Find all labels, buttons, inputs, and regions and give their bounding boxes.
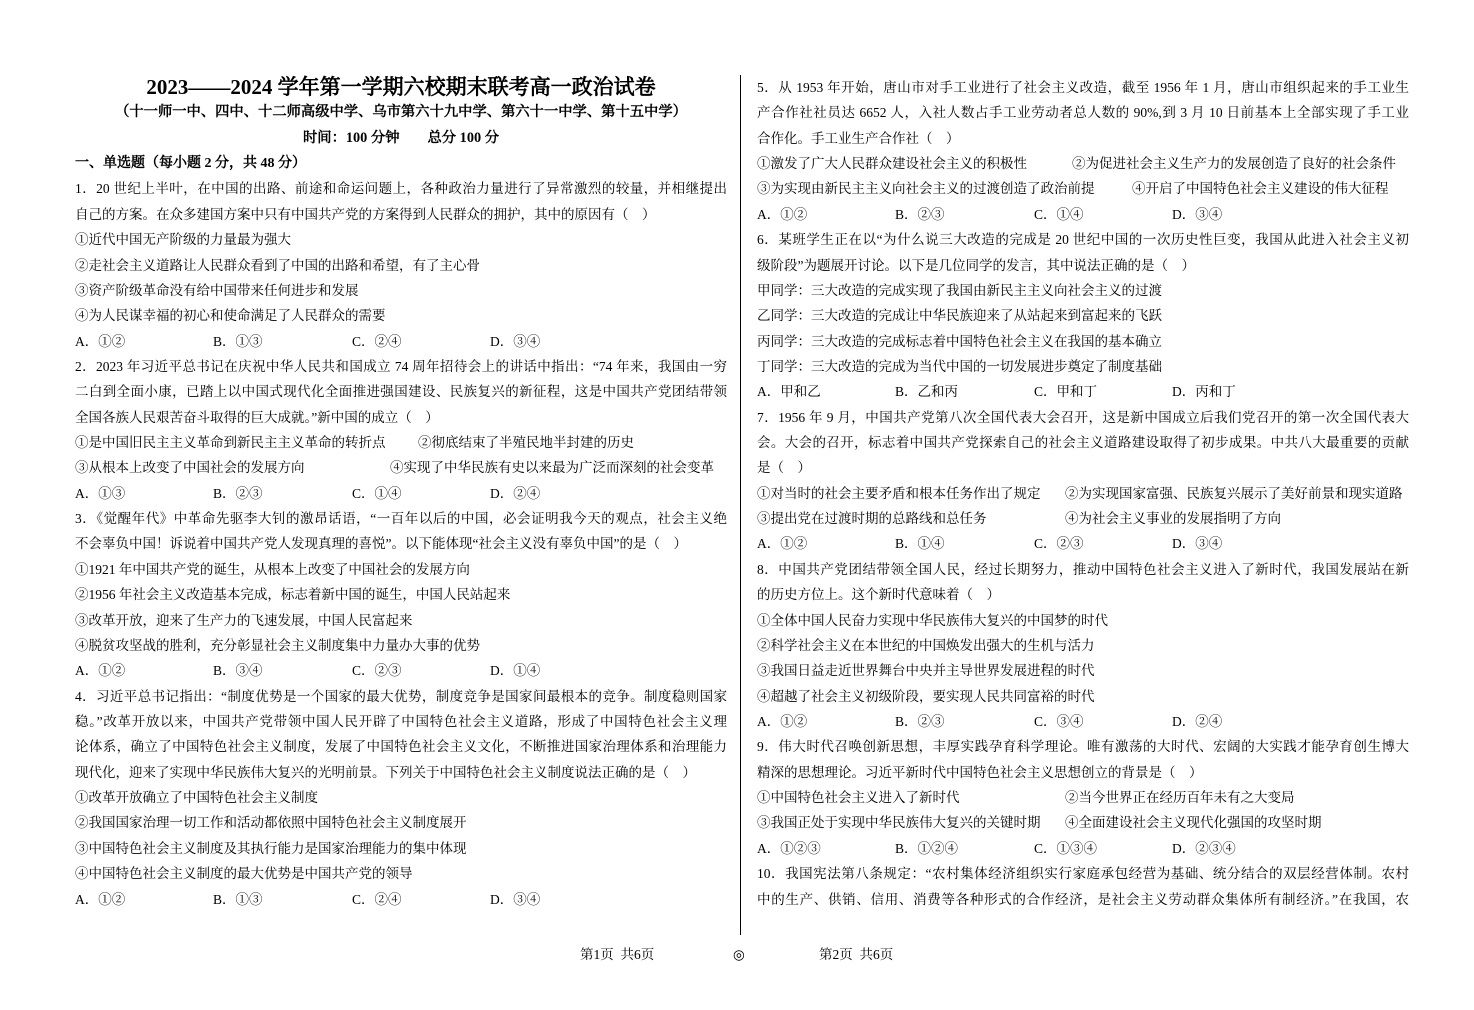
question-6-statement-2: 乙同学：三大改造的完成让中华民族迎来了从站起来到富起来的飞跃 <box>757 308 1162 324</box>
question-8-statement-3: ③我国日益走近世界舞台中央并主导世界发展进程的时代 <box>757 663 1095 679</box>
question-3-statement-2: ②1956 年社会主义改造基本完成，标志着新中国的诞生，中国人民站起来 <box>75 587 511 603</box>
left-column <box>75 75 727 912</box>
question-8-choices <box>757 709 1409 734</box>
question-3-statement-3: ③改革开放，迎来了生产力的飞速发展，中国人民富起来 <box>75 612 413 628</box>
question-3 <box>75 506 727 684</box>
exam-title: 2023——2024 学年第一学期六校期末联考高一政治试卷 <box>146 75 656 99</box>
question-9 <box>757 734 1409 861</box>
question-5-statement-1: ①激发了广大人民群众建设社会主义的积极性 <box>757 156 1027 172</box>
choice-b: B．②③ <box>213 485 263 501</box>
choice-d: D．①④ <box>490 663 541 679</box>
question-1-choices <box>75 329 727 354</box>
question-2-statement-1: ①是中国旧民主主义革命到新民主主义革命的转折点 <box>75 435 386 451</box>
choice-b: B．③④ <box>213 663 263 679</box>
question-4-stem-line-4: 现代化，迎来了实现中华民族伟大复兴的光明前景。下列关于中国特色社会主义制度说法正确的是（ ） <box>75 764 696 780</box>
question-7-stem-line-2: 会。大会的召开，标志着中国共产党探索自己的社会主义道路建设取得了初步成果。中共八大最重要的贡献 <box>757 435 1409 451</box>
question-6-statement-1: 甲同学：三大改造的完成实现了我国由新民主主义向社会主义的过渡 <box>757 282 1162 298</box>
question-4-stem-line-2: 稳。”改革开放以来，中国共产党带领中国人民开辟了中国特色社会主义道路，形成了中国特色社会主义理 <box>75 713 727 729</box>
choice-a: A．①② <box>757 206 808 222</box>
question-9-choices <box>757 836 1409 861</box>
question-3-stem-line-2: 不会辜负中国！诉说着中国共产党人发现真理的喜悦”。以下能体现“社会主义没有辜负中国”的是（ ） <box>75 536 687 552</box>
question-2-choices <box>75 481 727 506</box>
question-1-statement-3: ③资产阶级革命没有给中国带来任何进步和发展 <box>75 282 359 298</box>
choice-d: D．②④ <box>1172 713 1223 729</box>
question-1-stem-line-2: 自己的方案。在众多建国方案中只有中国共产党的方案得到人民群众的拥护，其中的原因有（ ） <box>75 206 656 222</box>
question-7-statement-4: ④为社会主义事业的发展指明了方向 <box>1065 511 1281 527</box>
question-2-stem-line-1: 2．2023 年习近平总书记在庆祝中华人民共和国成立 74 周年招待会上的讲话中指出：“74 年来，我国由一穷 <box>75 358 727 374</box>
choice-a: A．①②③ <box>757 840 821 856</box>
choice-c: C．③④ <box>1034 713 1084 729</box>
question-2-statement-row-2 <box>75 455 727 480</box>
question-9-statement-3: ③我国正处于实现中华民族伟大复兴的关键时期 <box>757 815 1041 831</box>
question-4-stem-line-3: 论体系，确立了中国特色社会主义制度，发展了中国特色社会主义文化，不断推进国家治理体系和治理能力 <box>75 739 727 755</box>
column-divider <box>740 75 741 935</box>
question-4-statement-3: ③中国特色社会主义制度及其执行能力是国家治理能力的集中体现 <box>75 840 467 856</box>
question-8-stem-line-1: 8．中国共产党团结带领全国人民，经过长期努力，推动中国特色社会主义进入了新时代，我国发展站在新 <box>757 561 1409 577</box>
question-1-statement-1: ①近代中国无产阶级的力量最为强大 <box>75 232 291 248</box>
question-7-stem-line-1: 7．1956 年 9 月，中国共产党第八次全国代表大会召开，这是新中国成立后我们党召开的第一次全国代表大 <box>757 409 1409 425</box>
question-2-statement-4: ④实现了中华民族有史以来最为广泛而深刻的社会变革 <box>390 460 714 476</box>
question-3-stem-line-1: 3．《觉醒年代》中革命先驱李大钊的激昂话语，“一百年以后的中国，必会证明我今天的观点，社会主义绝 <box>75 511 727 527</box>
section-heading: 一、单选题（每小题 2 分，共 48 分） <box>75 156 306 172</box>
question-3-choices <box>75 658 727 683</box>
question-7-stem-line-3: 是（ ） <box>757 460 811 476</box>
choice-a: A．①② <box>75 891 126 907</box>
question-5-statement-3: ③为实现由新民主主义向社会主义的过渡创造了政治前提 <box>757 181 1095 197</box>
exam-total-score: 总分 100 分 <box>427 129 499 146</box>
question-4-choices <box>75 887 727 912</box>
question-3-statement-1: ①1921 年中国共产党的诞生，从根本上改变了中国社会的发展方向 <box>75 561 470 577</box>
question-9-statement-1: ①中国特色社会主义进入了新时代 <box>757 790 960 806</box>
question-9-statement-4: ④全面建设社会主义现代化强国的攻坚时期 <box>1065 815 1322 831</box>
page-number-left: 第1页 共6页 <box>580 947 655 962</box>
question-4-statement-1: ①改革开放确立了中国特色社会主义制度 <box>75 790 318 806</box>
question-8-statement-2: ②科学社会主义在本世纪的中国焕发出强大的生机与活力 <box>757 637 1095 653</box>
choice-a: A．甲和乙 <box>757 384 821 400</box>
question-4-stem-line-1: 4．习近平总书记指出：“制度优势是一个国家的最大优势，制度竞争是国家间最根本的竞争。制度稳则国家 <box>75 688 727 704</box>
choice-d: D．②④ <box>490 485 541 501</box>
choice-d: D．②③④ <box>1172 840 1236 856</box>
question-5-statement-row-2 <box>757 176 1409 201</box>
choice-c: C．①③④ <box>1034 840 1098 856</box>
participating-schools: （十一师一中、四中、十二师高级中学、乌市第六十九中学、第六十一中学、第十五中学） <box>115 104 687 121</box>
choice-c: C．②③ <box>1034 536 1084 552</box>
question-5-stem-line-1: 5．从 1953 年开始，唐山市对手工业进行了社会主义改造，截至 1956 年 1 月，唐山市组织起来的手工业生 <box>757 80 1409 95</box>
question-2-statement-3: ③从根本上改变了中国社会的发展方向 <box>75 460 305 476</box>
right-column <box>757 75 1409 912</box>
question-7 <box>757 405 1409 557</box>
question-8 <box>757 557 1409 735</box>
choice-c: C．甲和丁 <box>1034 384 1098 400</box>
question-1 <box>75 176 727 354</box>
choice-a: A．①③ <box>75 485 126 501</box>
question-8-stem-line-2: 的历史方位上。这个新时代意味着（ ） <box>757 587 1000 603</box>
question-6-stem-line-2: 级阶段”为题展开讨论。以下是几位同学的发言，其中说法正确的是（ ） <box>757 257 1195 273</box>
question-5-stem-line-3: 合作化。手工业生产合作社（ ） <box>757 130 960 146</box>
question-9-statement-row-2 <box>757 810 1409 835</box>
choice-a: A．①② <box>757 713 808 729</box>
choice-a: A．①② <box>75 663 126 679</box>
choice-b: B．②③ <box>895 713 945 729</box>
question-5-stem-line-2: 产合作社社员达 6652 人，入社人数占手工业劳动者总人数的 90%,到 3 月 10 日前基本上全部实现了手工业 <box>757 105 1409 121</box>
question-9-stem-line-1: 9．伟大时代召唤创新思想，丰厚实践孕育科学理论。唯有激荡的大时代、宏阔的大实践才能孕育创生博大 <box>757 739 1409 755</box>
question-7-statement-1: ①对当时的社会主要矛盾和根本任务作出了规定 <box>757 485 1041 501</box>
question-9-statement-2: ②当今世界正在经历百年未有之大变局 <box>1065 790 1295 806</box>
question-2-statement-row-1 <box>75 430 727 455</box>
question-5-statement-2: ②为促进社会主义生产力的发展创造了良好的社会条件 <box>1072 156 1396 172</box>
question-10-stem-line-1: 10．我国宪法第八条规定：“农村集体经济组织实行家庭承包经营为基础、统分结合的双层经营体制。农村 <box>757 866 1409 882</box>
choice-a: A．①② <box>757 536 808 552</box>
question-2-stem-line-2: 二白到全面小康，已踏上以中国式现代化全面推进强国建设、民族复兴的新征程，这是中国共产党团结带领 <box>75 384 727 400</box>
choice-d: D．③④ <box>1172 206 1223 222</box>
choice-d: D．③④ <box>490 891 541 907</box>
choice-c: C．②④ <box>352 891 402 907</box>
question-9-statement-row-1 <box>757 785 1409 810</box>
question-8-statement-1: ①全体中国人民奋力实现中华民族伟大复兴的中国梦的时代 <box>757 612 1108 628</box>
question-7-statement-2: ②为实现国家富强、民族复兴展示了美好前景和现实道路 <box>1065 485 1403 501</box>
question-1-statement-2: ②走社会主义道路让人民群众看到了中国的出路和希望，有了主心骨 <box>75 257 480 273</box>
question-4-statement-2: ②我国国家治理一切工作和活动都依照中国特色社会主义制度展开 <box>75 815 467 831</box>
question-2-stem-line-3: 全国各族人民艰苦奋斗取得的巨大成就。”新中国的成立（ ） <box>75 409 439 425</box>
choice-c: C．①④ <box>1034 206 1084 222</box>
question-4 <box>75 684 727 912</box>
question-9-stem-line-2: 精深的思想理论。习近平新时代中国特色社会主义思想创立的背景是（ ） <box>757 764 1203 780</box>
choice-c: C．②③ <box>352 663 402 679</box>
choice-b: B．②③ <box>895 206 945 222</box>
question-6-stem-line-1: 6．某班学生正在以“为什么说三大改造的完成是 20 世纪中国的一次历史性巨变，我国从此进入社会主义初 <box>757 232 1409 248</box>
choice-a: A．①② <box>75 333 126 349</box>
question-6-statement-3: 丙同学：三大改造的完成标志着中国特色社会主义在我国的基本确立 <box>757 333 1162 349</box>
exam-duration: 时间：100 分钟 <box>303 129 400 146</box>
question-5-statement-row-1 <box>757 151 1409 176</box>
choice-b: B．①②④ <box>895 840 959 856</box>
choice-d: D．丙和丁 <box>1172 384 1236 400</box>
page-number-right: 第2页 共6页 <box>819 947 894 962</box>
question-7-statement-3: ③提出党在过渡时期的总路线和总任务 <box>757 511 987 527</box>
question-5-choices <box>757 202 1409 227</box>
question-8-statement-4: ④超越了社会主义初级阶段，要实现人民共同富裕的时代 <box>757 688 1095 704</box>
choice-c: C．②④ <box>352 333 402 349</box>
question-5-statement-4: ④开启了中国特色社会主义建设的伟大征程 <box>1132 181 1389 197</box>
question-7-statement-row-2 <box>757 506 1409 531</box>
question-2 <box>75 354 727 506</box>
question-7-choices <box>757 531 1409 556</box>
question-5 <box>757 75 1409 227</box>
choice-b: B．①③ <box>213 333 263 349</box>
question-6-statement-4: 丁同学：三大改造的完成为当代中国的一切发展进步奠定了制度基础 <box>757 358 1162 374</box>
choice-b: B．①③ <box>213 891 263 907</box>
question-1-stem-line-1: 1．20 世纪上半叶，在中国的出路、前途和命运问题上，各种政治力量进行了异常激烈的较量，并相继提出 <box>75 181 727 197</box>
center-mark: ◎ <box>733 947 745 962</box>
choice-c: C．①④ <box>352 485 402 501</box>
question-6 <box>757 227 1409 405</box>
question-6-choices <box>757 379 1409 404</box>
question-1-statement-4: ④为人民谋幸福的初心和使命满足了人民群众的需要 <box>75 308 386 324</box>
question-4-statement-4: ④中国特色社会主义制度的最大优势是中国共产党的领导 <box>75 866 413 882</box>
choice-b: B．①④ <box>895 536 945 552</box>
question-10-stem-line-2: 中的生产、供销、信用、消费等各种形式的合作经济，是社会主义劳动群众集体所有制经济。”在我国，农 <box>757 891 1409 907</box>
question-2-statement-2: ②彻底结束了半殖民地半封建的历史 <box>418 435 634 451</box>
choice-b: B．乙和丙 <box>895 384 959 400</box>
question-3-statement-4: ④脱贫攻坚战的胜利，充分彰显社会主义制度集中力量办大事的优势 <box>75 637 480 653</box>
choice-d: D．③④ <box>1172 536 1223 552</box>
question-7-statement-row-1 <box>757 481 1409 506</box>
exam-time-row <box>75 126 727 151</box>
choice-d: D．③④ <box>490 333 541 349</box>
question-10 <box>757 861 1409 912</box>
